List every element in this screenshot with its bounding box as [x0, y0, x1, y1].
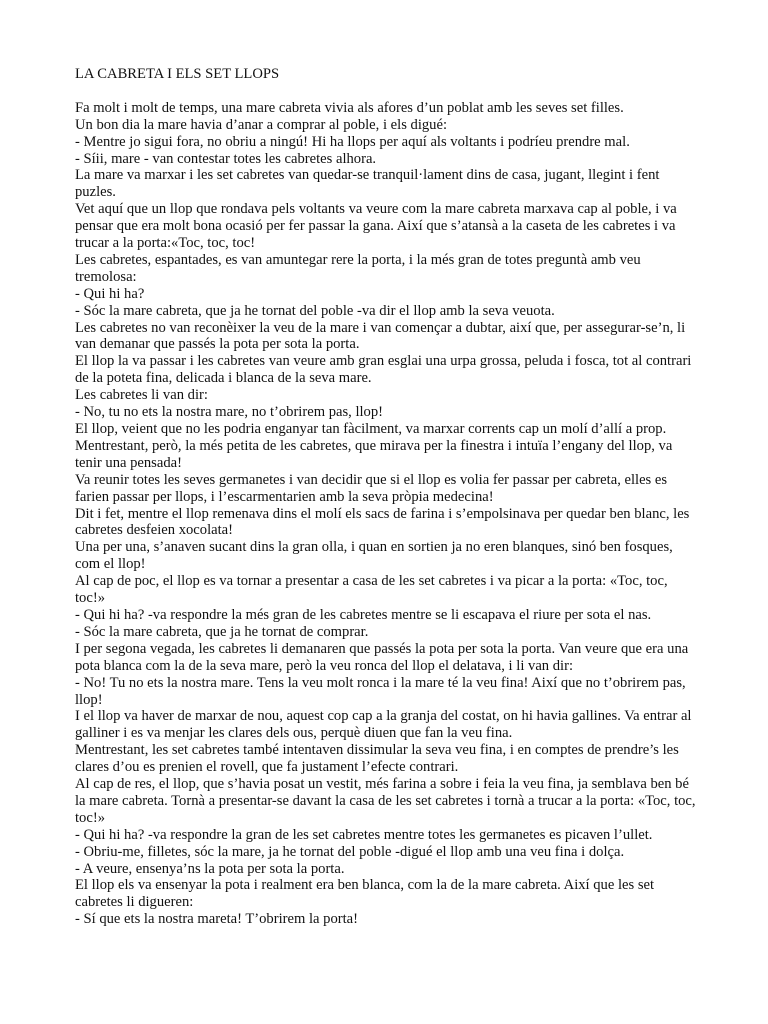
document-body	[75, 100, 697, 928]
paragraph: - Qui hi ha? -va respondre la gran de les set cabretes mentre totes les germanetes es picaven l’ullet.	[75, 826, 653, 843]
paragraph: El llop la va passar i les cabretes van veure amb gran esglai una urpa grossa, peluda i fosca, tot al contrari de la poteta fina, delicada i blanca de la seva mare.	[75, 353, 692, 387]
paragraph: - No, tu no ets la nostra mare, no t’obrirem pas, llop!	[75, 404, 384, 421]
paragraph: - No! Tu no ets la nostra mare. Tens la veu molt ronca i la mare té la veu fina! Així que no t’obrirem pas, llop!	[75, 674, 686, 708]
paragraph: - Mentre jo sigui fora, no obriu a ningú! Hi ha llops per aquí als voltants i podríeu prendre mal.	[75, 133, 630, 150]
paragraph: - Síii, mare - van contestar totes les cabretes alhora.	[75, 150, 377, 167]
paragraph: El llop, veient que no les podria enganyar tan fàcilment, va marxar corrents cap un molí d’allí a prop. Mentrestant, però, la més petita de les cabretes, que mirava per la finestra i intuïa l’engany del llop, va tenir una pensada!	[75, 421, 673, 471]
paragraph: Vet aquí que un llop que rondava pels voltants va veure com la mare cabreta marxava cap al poble, i va pensar que era molt bona ocasió per fer passar la gana. Així que s’atansà a la caseta de les cabretes i va trucar a la porta:«Toc, toc, toc!	[75, 201, 677, 252]
paragraph: Fa molt i molt de temps, una mare cabreta vivia als afores d’un poblat amb les seves set filles.	[75, 99, 624, 116]
paragraph: - A veure, ensenya’ns la pota per sota la porta.	[75, 860, 345, 877]
document-title: LA CABRETA I ELS SET LLOPS	[75, 66, 280, 82]
paragraph: Les cabretes, espantades, es van amuntegar rere la porta, i la més gran de totes preguntà amb veu tremolosa:	[75, 251, 641, 285]
paragraph: Al cap de poc, el llop es va tornar a presentar a casa de les set cabretes i va picar a la porta: «Toc, toc, toc!»	[75, 573, 668, 607]
paragraph: La mare va marxar i les set cabretes van quedar-se tranquil·lament dins de casa, jugant, llegint i fent puzles.	[75, 167, 660, 201]
paragraph: Les cabretes no van reconèixer la veu de la mare i van començar a dubtar, així que, per assegurar-se’n, li van demanar que passés la pota per sota la porta.	[75, 319, 686, 353]
paragraph: El llop els va ensenyar la pota i realment era ben blanca, com la de la mare cabreta. Així que les set cabretes li digueren:	[75, 877, 655, 911]
paragraph: Dit i fet, mentre el llop remenava dins el molí els sacs de farina i s’empolsinava per quedar ben blanc, les cabretes desfeien xocolata!	[75, 505, 690, 539]
paragraph: - Sóc la mare cabreta, que ja he tornat de comprar.	[75, 623, 369, 640]
paragraph: - Qui hi ha? -va respondre la més gran de les cabretes mentre se li escapava el riure per sota el nas.	[75, 606, 652, 623]
document-page	[75, 66, 697, 928]
paragraph: - Sóc la mare cabreta, que ja he tornat del poble -va dir el llop amb la seva veuota.	[75, 302, 555, 319]
paragraph: Al cap de res, el llop, que s’havia posat un vestit, més farina a sobre i feia la veu fina, ja semblava ben bé la mare cabreta. Tornà a presentar-se davant la casa de les set cabretes i tornà a trucar a la porta: «Toc, toc, toc!»	[75, 776, 696, 826]
paragraph: Va reunir totes les seves germanetes i van decidir que si el llop es volia fer passar per cabreta, elles es farien passar per llops, i l’escarmentarien amb la seva pròpia medecina!	[75, 471, 668, 505]
paragraph: - Qui hi ha?	[75, 285, 145, 302]
paragraph: - Obriu-me, filletes, sóc la mare, ja he tornat del poble -digué el llop amb una veu fina i dolça.	[75, 843, 625, 860]
paragraph: - Sí que ets la nostra mareta! T’obrirem la porta!	[75, 911, 358, 928]
paragraph: Un bon dia la mare havia d’anar a comprar al poble, i els digué:	[75, 116, 447, 133]
paragraph: I el llop va haver de marxar de nou, aquest cop cap a la granja del costat, on hi havia gallines. Va entrar al galliner i es va menjar les clares dels ous, perquè diuen que fan la veu fina.	[75, 708, 692, 742]
paragraph: I per segona vegada, les cabretes li demanaren que passés la pota per sota la porta. Van veure que era una pota blanca com la de la seva mare, però la veu ronca del llop el delatava, i li van dir:	[75, 640, 689, 674]
paragraph: Mentrestant, les set cabretes també intentaven dissimular la seva veu fina, i en comptes de prendre’s les clares d’ou es prenien el rovell, que fa justament l’efecte contrari.	[75, 742, 679, 776]
paragraph: Una per una, s’anaven sucant dins la gran olla, i quan en sortien ja no eren blanques, sinó ben fosques, com el llop!	[75, 539, 673, 573]
paragraph: Les cabretes li van dir:	[75, 387, 208, 404]
